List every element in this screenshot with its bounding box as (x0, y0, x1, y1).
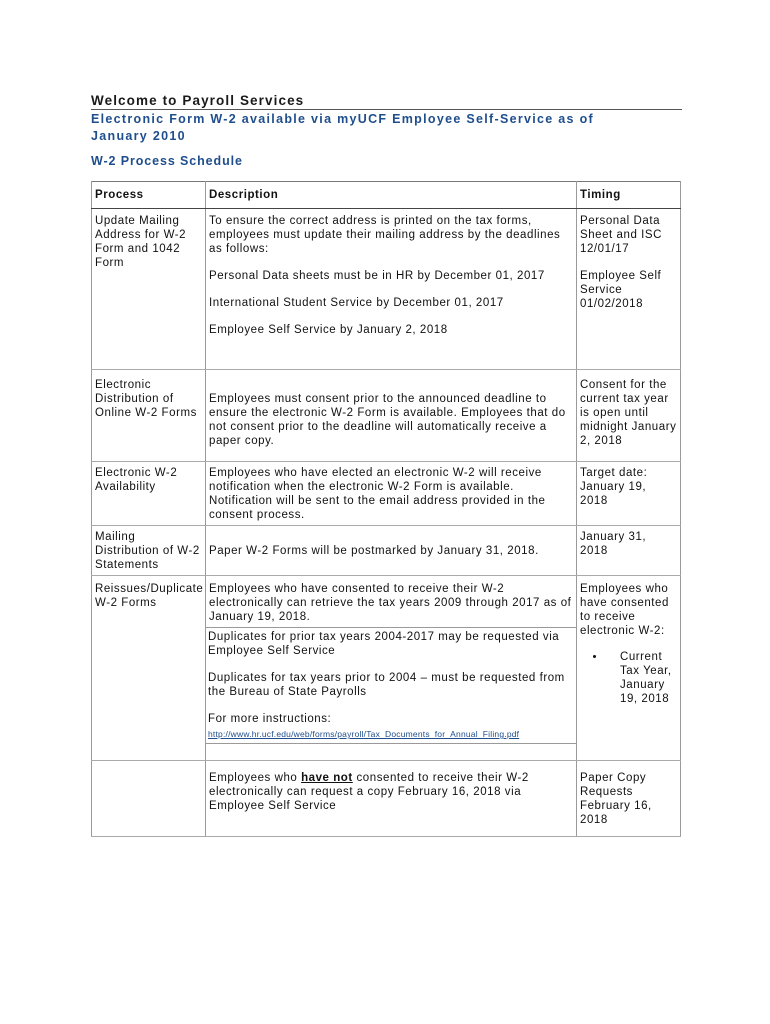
timing-text: Employee Self Service 01/02/2018 (580, 270, 662, 310)
description-text: Duplicates for tax years prior to 2004 – must be requested from the Bureau of State Payrolls (208, 672, 565, 698)
description-cell: Employees who have elected an electronic W-2 will receive notification when the electronic W-2 Form is available. Notification will be sent to the email address provided in the consent process. (206, 462, 577, 526)
page-title: Welcome to Payroll Services (91, 93, 682, 110)
header-description: Description (206, 182, 577, 209)
instructions-link[interactable]: http://www.hr.ucf.edu/web/forms/payroll/Tax_Documents_for_Annual_Filing.pdf (208, 729, 520, 739)
header-process: Process (92, 182, 206, 209)
description-text: consented to receive their W-2 electronically can request a copy February 16, 2018 via Employee Self Service (209, 772, 529, 812)
process-cell: Mailing Distribution of W-2 Statements (92, 526, 206, 576)
timing-cell: Target date: January 19, 2018 (577, 462, 681, 526)
emphasis-text: have not (301, 772, 353, 784)
table-row (92, 462, 681, 526)
description-text: Duplicates for prior tax years 2004-2017 may be requested via Employee Self Service (208, 631, 560, 657)
document-page (91, 93, 682, 837)
timing-text: Employees who have consented to receive electronic W-2: (580, 583, 669, 637)
process-cell: Update Mailing Address for W-2 Form and 1042 Form (92, 209, 206, 370)
timing-cell (577, 576, 681, 761)
table-row (92, 576, 681, 761)
timing-cell: Consent for the current tax year is open until midnight January 2, 2018 (577, 370, 681, 462)
description-cell (206, 209, 577, 370)
table-row (92, 526, 681, 576)
description-text: Employees who have consented to receive their W-2 electronically can retrieve the tax years 2009 through 2017 as of January 19, 2018. (209, 583, 572, 623)
timing-text: Personal Data Sheet and ISC 12/01/17 (580, 215, 662, 255)
description-text: For more instructions: (208, 713, 332, 725)
timing-cell: Paper Copy Requests February 16, 2018 (577, 761, 681, 837)
header-timing: Timing (577, 182, 681, 209)
description-text: Employee Self Service by January 2, 2018 (209, 324, 448, 336)
description-text: Personal Data sheets must be in HR by December 01, 2017 (209, 270, 545, 282)
process-cell (92, 761, 206, 837)
description-text: To ensure the correct address is printed on the tax forms, employees must update their mailing address by the deadlines as follows: (209, 215, 561, 255)
description-cell (206, 761, 577, 837)
timing-cell: January 31, 2018 (577, 526, 681, 576)
process-cell: Reissues/Duplicate W-2 Forms (92, 576, 206, 761)
table-row (92, 761, 681, 837)
schedule-table (91, 181, 681, 837)
timing-bullet-item: • Current Tax Year, January 19, 2018 (606, 650, 677, 706)
duplicates-box (205, 627, 577, 744)
table-row (92, 209, 681, 370)
description-cell: Employees must consent prior to the announced deadline to ensure the electronic W-2 Form is available. Employees that do not consent prior to the deadline will automatically receive a paper copy. (206, 370, 577, 462)
timing-cell (577, 209, 681, 370)
description-text: International Student Service by December 01, 2017 (209, 297, 504, 309)
table-header-row (92, 182, 681, 209)
description-text: Employees who (209, 772, 302, 784)
description-cell (206, 576, 577, 761)
table-row (92, 370, 681, 462)
process-cell: Electronic Distribution of Online W-2 Forms (92, 370, 206, 462)
section-title: W-2 Process Schedule (91, 154, 243, 168)
timing-bullet-list (580, 650, 677, 706)
description-cell: Paper W-2 Forms will be postmarked by January 31, 2018. (206, 526, 577, 576)
page-subtitle: Electronic Form W-2 available via myUCF Employee Self-Service as of January 2010 (91, 112, 594, 143)
process-cell: Electronic W-2 Availability (92, 462, 206, 526)
